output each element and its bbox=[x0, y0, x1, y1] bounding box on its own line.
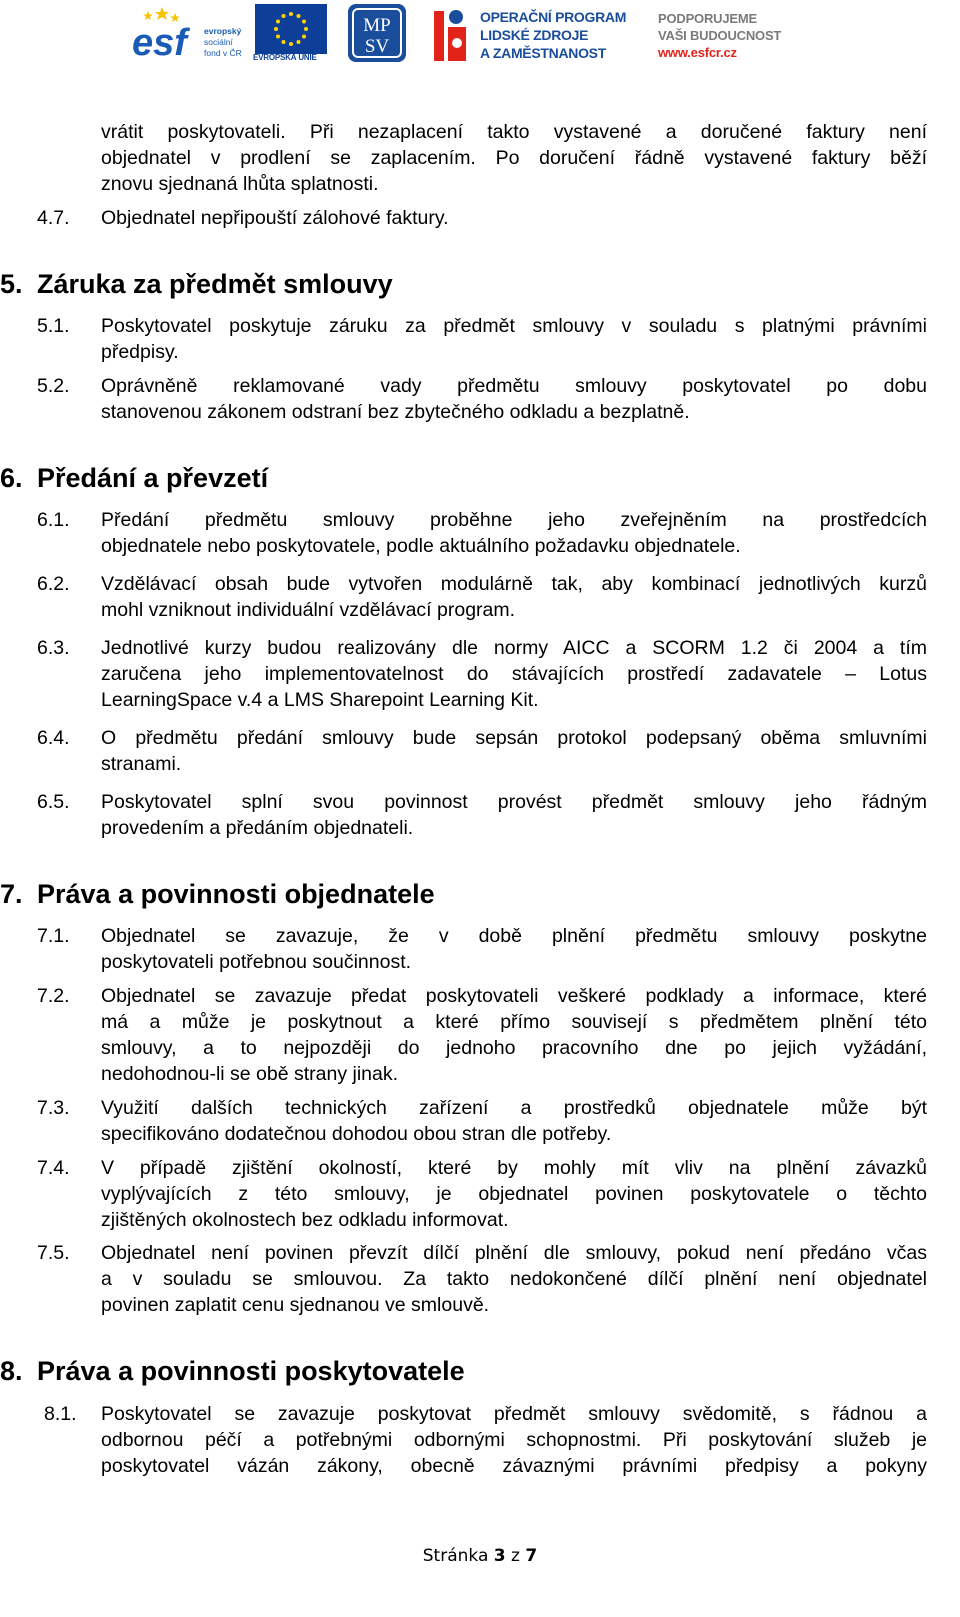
item-text: zjištěných okolnostech bez odkladu informovat. bbox=[101, 1209, 509, 1231]
item-number: 7.5. bbox=[37, 1242, 70, 1264]
item-text: a v souladu se smlouvou. Za takto nedokončené dílčí plnění není objednatel bbox=[101, 1268, 927, 1290]
item-text: specifikováno dodatečnou dohodou obou stran dle potřeby. bbox=[101, 1123, 612, 1145]
item-number: 4.7. bbox=[37, 207, 70, 229]
paragraph-line: objednatel v prodlení se zaplacením. Po doručení řádně vystavené faktury běží bbox=[101, 147, 927, 169]
section-heading: 7. Práva a povinnosti objednatele bbox=[0, 879, 435, 909]
item-number: 7.4. bbox=[37, 1157, 70, 1179]
item-number: 5.2. bbox=[37, 375, 70, 397]
item-text: Poskytovatel poskytuje záruku za předmět smlouvy v souladu s platnými právními bbox=[101, 315, 927, 337]
item-text: Objednatel není povinen převzít dílčí plnění dle smlouvy, pokud není předáno včas bbox=[101, 1242, 927, 1264]
item-number: 6.5. bbox=[37, 791, 70, 813]
eu-star-icon bbox=[289, 42, 293, 46]
current-page: 3 bbox=[493, 1546, 506, 1566]
item-text: má a může je poskytnout a které přímo souvisejí s předmětem plnění této bbox=[101, 1011, 927, 1033]
item-text: O předmětu předání smlouvy bude sepsán protokol podepsaný oběma smluvními bbox=[101, 727, 927, 749]
support-slogan: PODPORUJEME VAŠI BUDOUCNOST www.esfcr.cz bbox=[658, 11, 782, 60]
item-text: Předání předmětu smlouvy proběhne jeho zveřejněním na prostředcích bbox=[101, 509, 927, 531]
section-heading: 8. Práva a povinnosti poskytovatele bbox=[0, 1356, 465, 1386]
item-text: předpisy. bbox=[101, 341, 179, 363]
item-text: povinen zaplatit cenu sjednanou ve smlouvě. bbox=[101, 1294, 490, 1316]
item-text: vyplývajících z této smlouvy, je objednatel povinen poskytovatele o těchto bbox=[101, 1183, 927, 1205]
item-text: Poskytovatel se zavazuje poskytovat předmět smlouvy svědomitě, s řádnou a bbox=[101, 1403, 927, 1425]
item-text: Poskytovatel splní svou povinnost provést předmět smlouvy jeho řádným bbox=[101, 791, 927, 813]
item-text: Jednotlivé kurzy budou realizovány dle normy AICC a SCORM 1.2 či 2004 a tím bbox=[101, 637, 927, 659]
item-text: poskytovateli potřebnou součinnost. bbox=[101, 951, 412, 973]
item-number: 6.2. bbox=[37, 573, 70, 595]
eu-flag-icon bbox=[255, 4, 327, 54]
eu-star-icon bbox=[276, 35, 280, 39]
item-number: 7.1. bbox=[37, 925, 70, 947]
item-number: 7.3. bbox=[37, 1097, 70, 1119]
item-text: objednatele nebo poskytovatele, podle aktuálního požadavku objednatele. bbox=[101, 535, 741, 557]
eu-star-icon bbox=[302, 35, 306, 39]
header-logo-bar bbox=[0, 0, 960, 80]
esf-logo bbox=[130, 5, 248, 63]
eu-star-icon bbox=[297, 14, 301, 18]
item-text: nedohodnou-li se obě strany jinak. bbox=[101, 1063, 399, 1085]
item-text: Objednatel nepřipouští zálohové faktury. bbox=[101, 207, 449, 229]
item-number: 6.1. bbox=[37, 509, 70, 531]
eu-star-icon bbox=[282, 14, 286, 18]
svg-text:MP: MP bbox=[363, 15, 391, 36]
item-text: odbornou péčí a potřebnými odbornými schopnostmi. Při poskytování služeb je bbox=[101, 1429, 927, 1451]
support-url[interactable]: www.esfcr.cz bbox=[658, 45, 737, 60]
item-text: Oprávněně reklamované vady předmětu smlouvy poskytovatel po dobu bbox=[101, 375, 927, 397]
op-lzz-logo bbox=[430, 5, 470, 63]
svg-text:evropský: evropský bbox=[204, 26, 242, 36]
svg-text:fond v ČR: fond v ČR bbox=[204, 48, 242, 58]
item-text: Objednatel se zavazuje předat poskytovateli veškeré podklady a informace, které bbox=[101, 985, 927, 1007]
eu-star-icon bbox=[282, 40, 286, 44]
total-pages: 7 bbox=[525, 1546, 538, 1566]
item-text: stranami. bbox=[101, 753, 182, 775]
item-number: 7.2. bbox=[37, 985, 70, 1007]
page-number-footer: Stránka 3 z 7 bbox=[422, 1546, 538, 1566]
paragraph-line: znovu sjednaná lhůta splatnosti. bbox=[101, 173, 379, 195]
item-text: mohl vzniknout individuální vzdělávací program. bbox=[101, 599, 516, 621]
item-text: Objednatel se zavazuje, že v době plnění předmětu smlouvy poskytne bbox=[101, 925, 927, 947]
section-heading: 5. Záruka za předmět smlouvy bbox=[0, 269, 393, 299]
svg-text:esf: esf bbox=[132, 22, 187, 63]
item-text: Vzdělávací obsah bude vytvořen modulárně tak, aby kombinací jednotlivých kurzů bbox=[101, 573, 927, 595]
eu-label: EVROPSKÁ UNIE bbox=[253, 53, 317, 62]
eu-star-icon bbox=[304, 27, 308, 31]
item-number: 6.3. bbox=[37, 637, 70, 659]
item-text: V případě zjištění okolností, které by mohly mít vliv na plnění závazků bbox=[101, 1157, 927, 1179]
item-text: Využití dalších technických zařízení a prostředků objednatele může být bbox=[101, 1097, 927, 1119]
item-text: zaručena jeho implementovatelnost do stávajících prostředí zadavatele – Lotus bbox=[101, 663, 927, 685]
section-heading: 6. Předání a převzetí bbox=[0, 463, 269, 493]
item-text: poskytovatel vázán zákony, obecně závaznými právními předpisy a pokyny bbox=[101, 1455, 927, 1477]
item-text: LearningSpace v.4 a LMS Sharepoint Learning Kit. bbox=[101, 689, 539, 711]
item-number: 6.4. bbox=[37, 727, 70, 749]
eu-star-icon bbox=[274, 27, 278, 31]
mpsv-logo bbox=[348, 4, 406, 62]
item-number: 5.1. bbox=[37, 315, 70, 337]
eu-star-icon bbox=[302, 20, 306, 24]
svg-text:sociální: sociální bbox=[204, 37, 233, 47]
op-program-text: OPERAČNÍ PROGRAM LIDSKÉ ZDROJE A ZAMĚSTNANOST bbox=[480, 9, 627, 61]
item-text: smlouvy, a to nejpozději do jednoho pracovního dne po jejich vyžádání, bbox=[101, 1037, 927, 1059]
item-text: provedením a předáním objednateli. bbox=[101, 817, 414, 839]
eu-star-icon bbox=[297, 40, 301, 44]
eu-star-icon bbox=[276, 20, 280, 24]
paragraph-line: vrátit poskytovateli. Při nezaplacení takto vystavené a doručené faktury není bbox=[101, 121, 927, 143]
item-text: stanovenou zákonem odstraní bez zbytečného odkladu a bezplatně. bbox=[101, 401, 690, 423]
eu-star-icon bbox=[289, 12, 293, 16]
item-number: 8.1. bbox=[44, 1403, 77, 1425]
svg-text:SV: SV bbox=[364, 36, 390, 57]
